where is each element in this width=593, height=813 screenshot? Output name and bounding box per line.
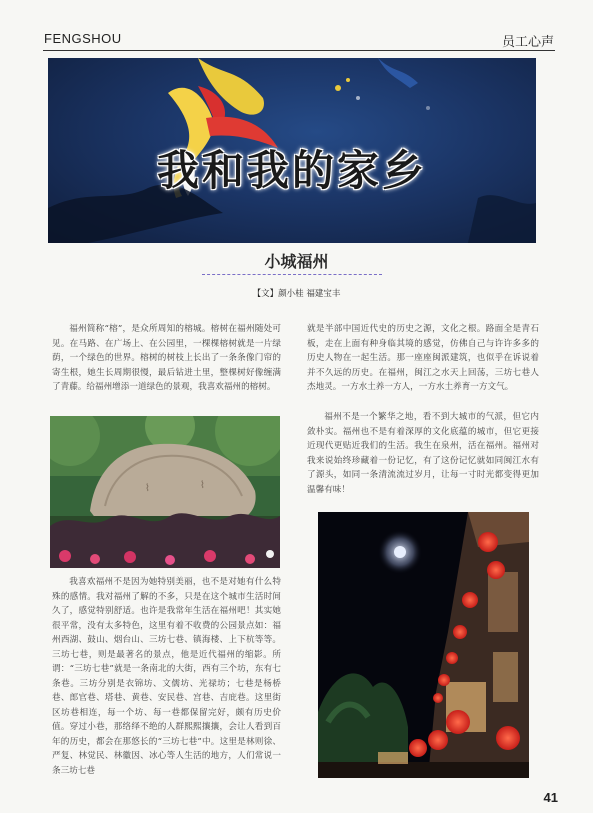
paragraph-1: 福州简称“榕”，是众所周知的榕城。榕树在福州随处可见。在马路、在广场上、在公园里，一棵棵榕树就是一片绿荫，一个绿色的世界。榕树的树枝上长出了一条条像门帘的寄生根，她生长周期很慢，最后钻进土里，整棵树好像缠满了青藤。给福州增添一道绿色的景观，我喜欢福州的榕树。 — [52, 324, 281, 392]
header-divider — [43, 50, 555, 51]
paragraph-3: 就是半部中国近代史的历史之源，文化之根。路面全是青石板，走在上面有种身临其境的感觉，仿佛自己与许许多多的历史人物在一起生活。那一座座闽派建筑，也似乎在诉说着并不久远的历史。在福州，闽江之水天上回荡，三坊七巷人杰地灵。一方水土养一方人，一方水土养育一方文气。 — [307, 324, 539, 392]
lantern-street-image — [318, 512, 529, 778]
night-street-photo — [318, 512, 529, 778]
section-title: 员工心声 — [501, 35, 554, 50]
paragraph-4: 福州不是一个繁华之地，看不到大城市的气派，但它内敛朴实。福州也不是有着深厚的文化底蕴的城市，但它更接近现代更贴近我们的生活。我生在泉州，活在福州。福州对我来说始终珍藏着一份记忆，有了这份记忆就如同闽江水有了源头，如同一条清流流过岁月，让每一寸时光都变得更加温馨有味！ — [307, 412, 539, 495]
svg-text:⌇: ⌇ — [200, 480, 205, 491]
park-photo — [50, 416, 280, 568]
article-byline: 【文】颜小桂 福建宝丰 — [252, 289, 341, 299]
title-banner — [48, 58, 536, 243]
stone-monument-image — [50, 416, 280, 568]
magazine-brand: FENGSHOU — [44, 31, 122, 46]
article-subtitle: 小城福州 — [264, 252, 329, 271]
page-number: 41 — [543, 790, 558, 805]
banner-title: 我和我的家乡 — [156, 146, 427, 195]
subtitle-divider — [202, 274, 382, 275]
paragraph-2: 我喜欢福州不是因为她特别美丽，也不是对她有什么特殊的感情。我对福州了解的不多，只是在这个城市生活时间久了，感觉特别舒适。也许是我常年生活在福州吧！其实她很平常，没有太多特色，这里有着不收费的公园景点如：福州西湖、鼓山、烟台山、三坊七巷、镇海楼、上下杭等等。三坊七巷，则是最著名的景点，他是近代福州的缩影。所谓：“三坊七巷”就是一条南北的大街，西有三个坊，东有七条巷。三坊分别是衣锦坊、文儒坊、光禄坊；七巷是杨桥巷、郎官巷、塔巷、黄巷、安民巷、宫巷、吉庇巷。这里街区坊巷相连，每一个坊、每一巷都保留完好，颇有历史价值。穿过小巷，那络绎不绝的人群熙熙攘攘，会让人看到百年的历史，都会在那悠长的“三坊七巷”中。这里是林则徐、严复、林觉民、林徽因、冰心等人生活的地方，人们常说一条三坊七巷 — [52, 577, 281, 776]
svg-text:⌇: ⌇ — [145, 483, 150, 494]
